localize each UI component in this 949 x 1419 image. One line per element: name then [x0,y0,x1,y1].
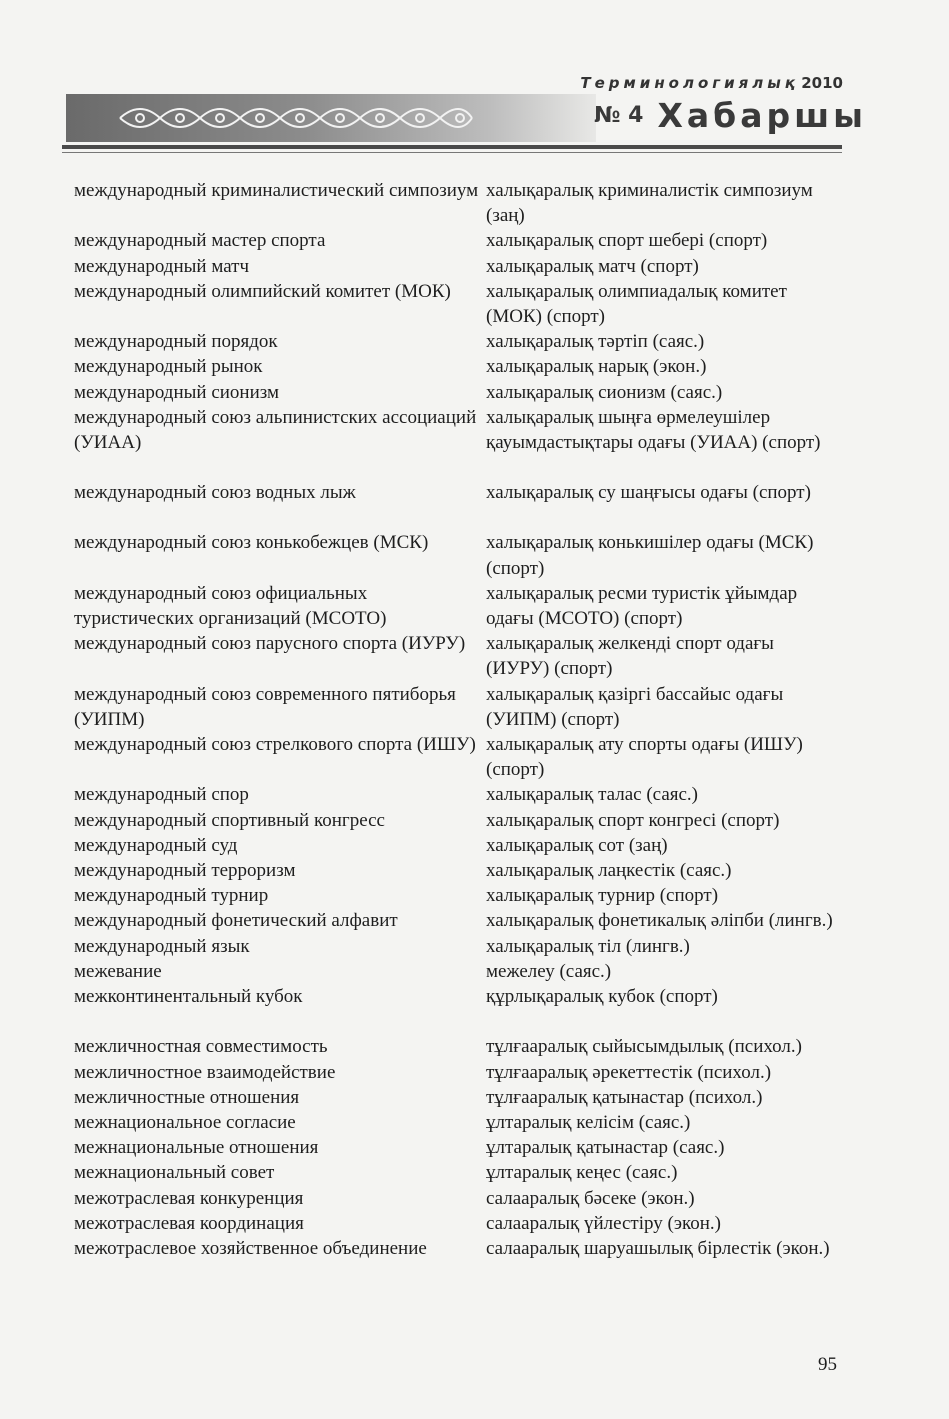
glossary-entry [74,581,844,631]
kazakh-term: тұлғааралық әрекеттестік (психол.) [486,1061,772,1083]
russian-term: международный сионизм [74,381,280,403]
glossary-entry [74,354,844,379]
russian-term: международный рынок [74,356,263,378]
glossary-entry [74,1060,844,1085]
glossary-entry [74,1135,844,1160]
issue-title: Хабаршы [657,96,867,135]
glossary-entry [74,631,844,681]
header-rule [62,145,842,149]
kazakh-term: халықаралық қазіргі бассайыс одағы (УИПМ) (спорт) [486,683,784,730]
russian-term: межотраслевая конкуренция [74,1187,304,1209]
russian-term: международный суд [74,834,238,856]
kazakh-term: халықаралық нарық (экон.) [486,356,707,378]
kazakh-term: салааралық шаруашылық бірлестік (экон.) [486,1237,830,1259]
russian-term: международный олимпийский комитет (МОК) [74,280,451,302]
glossary-entry [74,1160,844,1185]
kazakh-term: халықаралық желкенді спорт одағы (ИУРУ) (спорт) [486,633,774,680]
russian-term: межконтинентальный кубок [74,986,303,1008]
russian-term: межнациональный совет [74,1162,275,1184]
kazakh-ornament-icon [116,102,476,134]
glossary-entry [74,782,844,807]
kazakh-term: халықаралық спорт шебері (спорт) [486,230,768,252]
russian-term: международный союз конькобежцев (МСК) [74,532,429,554]
kazakh-term: халықаралық сот (заң) [486,834,668,856]
kazakh-term: халықаралық криминалистік симпозиум (заң) [486,180,813,227]
russian-term: межличностная совместимость [74,1036,328,1058]
glossary-entry [74,934,844,959]
russian-term: международный матч [74,255,250,277]
kazakh-term: халықаралық су шаңғысы одағы (спорт) [486,482,811,504]
russian-term: межотраслевое хозяйственное объединение [74,1237,427,1259]
kazakh-term: халықаралық матч (спорт) [486,255,699,277]
glossary-entry [74,833,844,858]
header-rule-thin [62,152,842,153]
kazakh-term: халықаралық ату спорты одағы (ИШУ) (спорт) [486,734,803,781]
glossary-entry [74,1034,844,1059]
russian-term: межличностные отношения [74,1086,300,1108]
glossary-entry [74,1110,844,1135]
russian-term: международный криминалистический симпозиум [74,180,479,201]
glossary-entry [74,1085,844,1110]
glossary-entry [74,254,844,279]
russian-term: международный мастер спорта [74,230,326,252]
kazakh-term: халықаралық тәртіп (саяс.) [486,331,705,353]
russian-term: международный союз стрелкового спорта (ИШУ) [74,734,476,756]
issue-heading [594,96,867,135]
kazakh-term: халықаралық конькишілер одағы (МСК) (спорт) [486,532,814,579]
kazakh-term: ұлтаралық кеңес (саяс.) [486,1162,678,1184]
glossary-entry [74,808,844,833]
kazakh-term: салааралық үйлестіру (экон.) [486,1212,722,1234]
russian-term: международный турнир [74,885,269,907]
kazakh-term: ұлтаралық келісім (саяс.) [486,1111,691,1133]
glossary-list [74,178,844,1261]
header-banner [66,94,596,142]
russian-term: межевание [74,960,162,982]
russian-term: межнациональное согласие [74,1111,296,1133]
glossary-entry [74,732,844,782]
glossary-entry [74,279,844,329]
russian-term: международный порядок [74,331,278,353]
glossary-entry [74,682,844,732]
glossary-entry [74,228,844,253]
kazakh-term: халықаралық талас (саяс.) [486,784,698,806]
russian-term: международный язык [74,935,250,957]
kazakh-term: халықаралық лаңкестік (саяс.) [486,860,732,882]
glossary-entry [74,1236,844,1261]
glossary-entry [74,883,844,908]
russian-term: межнациональные отношения [74,1137,319,1159]
glossary-entry [74,1211,844,1236]
russian-term: международный союз альпинистских ассоциаций (УИАА) [74,406,477,454]
glossary-entry [74,178,844,228]
kazakh-term: межелеу (саяс.) [486,960,612,982]
glossary-entry [74,984,844,1009]
kazakh-term: халықаралық сионизм (саяс.) [486,381,723,403]
russian-term: международный союз современного пятиборья (УИПМ) [74,683,456,730]
kazakh-term: ұлтаралық қатынастар (саяс.) [486,1137,725,1159]
kazakh-term: халықаралық тіл (лингв.) [486,935,690,957]
glossary-entry [74,329,844,354]
kazakh-term: халықаралық спорт конгресі (спорт) [486,809,780,831]
kazakh-term: тұлғааралық сыйысымдылық (психол.) [486,1036,802,1058]
kazakh-term: халықаралық олимпиадалық комитет (МОК) (спорт) [486,280,787,328]
russian-term: международный союз водных лыж [74,482,356,504]
russian-term: международный терроризм [74,860,296,882]
page-number: 95 [818,1354,837,1375]
glossary-entry [74,380,844,405]
issue-number: № 4 [594,103,644,128]
glossary-entry [74,1186,844,1211]
kazakh-term: халықаралық шыңға өрмелеушілер қауымдастықтары одағы (УИАА) (спорт) [486,406,821,454]
russian-term: межотраслевая координация [74,1212,304,1234]
kazakh-term: халықаралық фонетикалық әліпби (лингв.) [486,910,833,932]
kazakh-term: халықаралық турнир (спорт) [486,885,719,907]
glossary-entry [74,480,844,505]
russian-term: международный спортивный конгресс [74,809,385,831]
russian-term: международный спор [74,784,249,806]
kazakh-term: халықаралық ресми туристік ұйымдар одағы (МСОТО) (спорт) [486,582,798,630]
journal-year: 2010 [801,74,843,92]
glossary-entry [74,908,844,933]
russian-term: межличностное взаимодействие [74,1061,336,1083]
kazakh-term: салааралық бәсеке (экон.) [486,1187,695,1209]
journal-name: Терминологиялық [580,74,799,92]
kazakh-term: құрлықаралық кубок (спорт) [486,986,718,1008]
russian-term: международный фонетический алфавит [74,910,398,932]
kazakh-term: тұлғааралық қатынастар (психол.) [486,1086,763,1108]
glossary-entry [74,858,844,883]
glossary-entry [74,959,844,984]
glossary-entry [74,530,844,580]
russian-term: международный союз парусного спорта (ИУРУ) [74,633,466,655]
glossary-entry [74,405,844,455]
russian-term: международный союз официальных туристических организаций (МСОТО) [74,582,387,630]
